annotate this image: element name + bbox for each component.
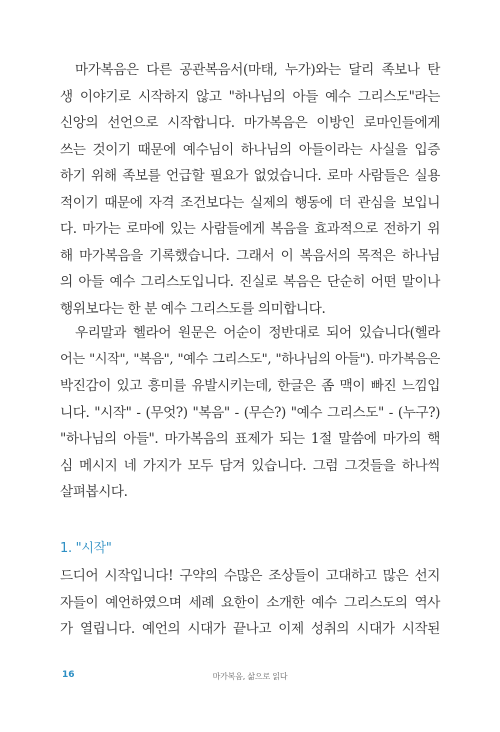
text-line: 쓰는 것이기 때문에 예수님이 하나님의 아들이라는 사실을 입증 bbox=[60, 141, 440, 158]
text-line: 신앙의 선언으로 시작합니다. 마가복음은 이방인 로마인들에게 bbox=[60, 115, 440, 131]
text-line: 행위보다는 한 분 예수 그리스도를 의미합니다. bbox=[60, 300, 326, 317]
text-line: 하기 위해 족보를 언급할 필요가 없었습니다. 로마 사람들은 실용 bbox=[60, 168, 440, 184]
text-line: 다. 마가는 로마에 있는 사람들에게 복음을 효과적으로 전하기 위 bbox=[60, 221, 440, 237]
paragraph-beginning bbox=[60, 563, 440, 643]
section-heading: 1. "시작" bbox=[60, 541, 112, 556]
paragraph-intro bbox=[60, 57, 440, 322]
text-line: "하나님의 아들". 마가복음의 표제가 되는 1절 말씀에 마가의 핵 bbox=[60, 431, 440, 447]
text-line: 가 열립니다. 예언의 시대가 끝나고 이제 성취의 시대가 시작된 bbox=[60, 621, 440, 637]
text-line: 의 아들 예수 그리스도입니다. 진실로 복음은 단순히 어떤 말이나 bbox=[60, 274, 440, 290]
text-line: 해 마가복음을 기록했습니다. 그래서 이 복음서의 목적은 하나님 bbox=[60, 247, 440, 264]
text-line: 어는 "시작", "복음", "예수 그리스도", "하나님의 아들"). 마가복음은 bbox=[60, 351, 440, 367]
text-line: 심 메시지 네 가지가 모두 담겨 있습니다. 그럼 그것들을 하나씩 bbox=[60, 457, 440, 474]
text-line: 적이기 때문에 자격 조건보다는 실제의 행동에 더 관심을 보입니 bbox=[60, 194, 440, 211]
text-line: 박진감이 있고 흥미를 유발시키는데, 한글은 좀 맥이 빠진 느낌입 bbox=[60, 378, 440, 394]
text-line: 마가복음은 다른 공관복음서(마태, 누가)와는 달리 족보나 탄 bbox=[75, 62, 440, 78]
text-line: 자들이 예언하였으며 세례 요한이 소개한 예수 그리스도의 역사 bbox=[60, 594, 440, 611]
text-line: 니다. "시작" - (무엇?) "복음" - (무슨?) "예수 그리스도" - (누구?) bbox=[60, 404, 440, 421]
text-line: 살펴봅시다. bbox=[60, 484, 128, 500]
text-line: 생 이야기로 시작하지 않고 "하나님의 아들 예수 그리스도"라는 bbox=[60, 88, 440, 105]
text-line: 드디어 시작입니다! 구약의 수많은 조상들이 고대하고 많은 선지 bbox=[60, 568, 440, 584]
paragraph-word-order bbox=[60, 320, 440, 506]
running-footer-title: 마가복음, 삶으로 읽다 bbox=[212, 672, 288, 681]
page-number: 16 bbox=[62, 670, 75, 680]
text-line: 우리말과 헬라어 원문은 어순이 정반대로 되어 있습니다(헬라 bbox=[75, 325, 440, 341]
